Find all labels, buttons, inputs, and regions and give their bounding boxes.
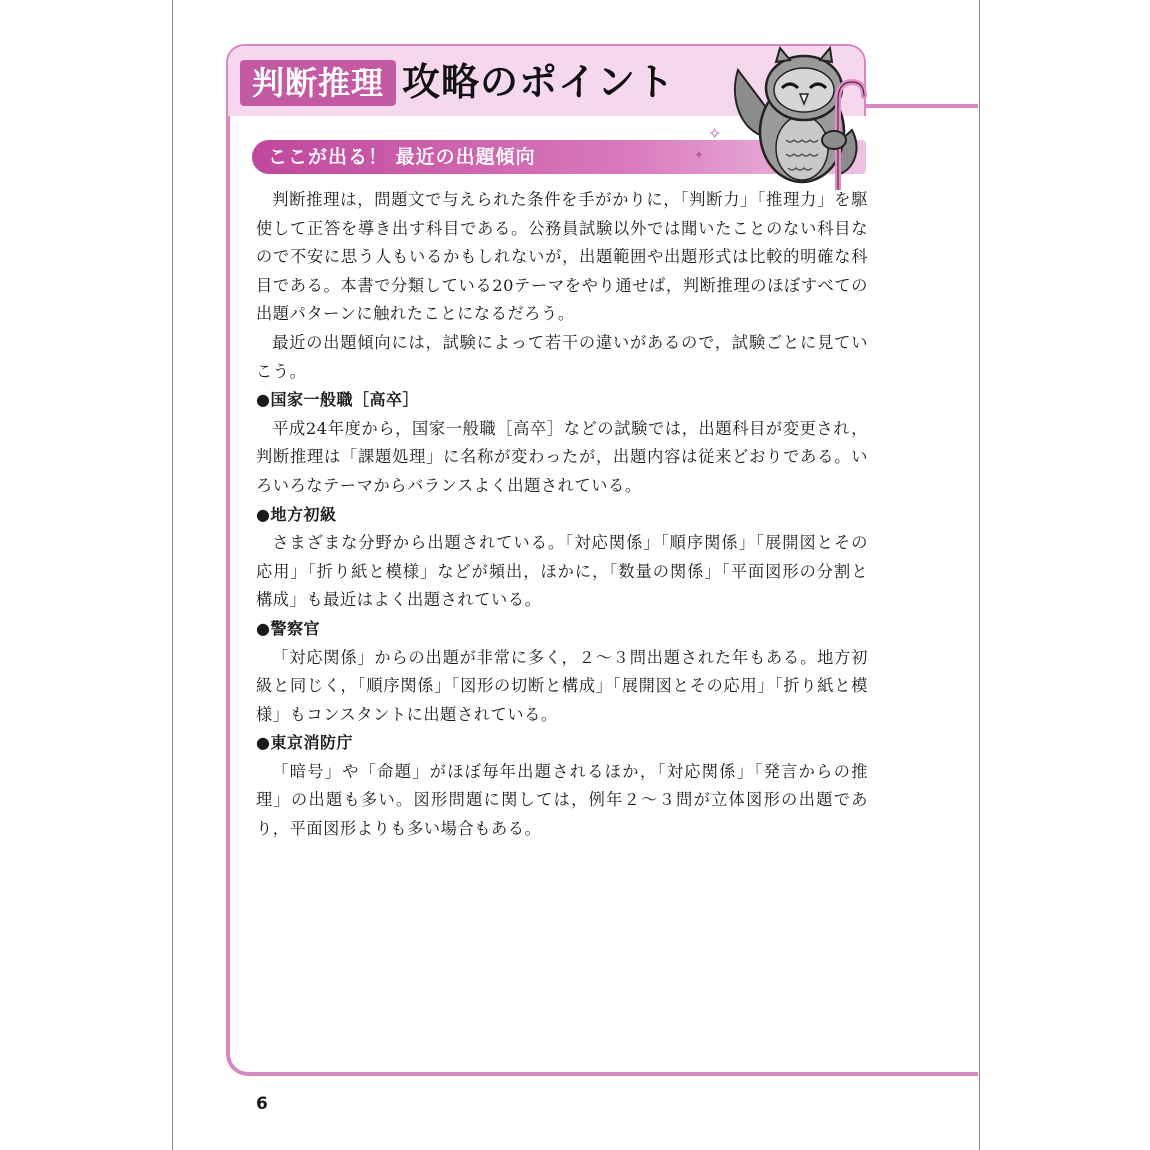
- owl-mascot-icon: [720, 40, 870, 190]
- exam-paragraph: 「暗号」や「命題」がほぼ毎年出題されるほか，「対応関係」「発言からの推理」の出題も多い。図形問題に関しては，例年２～３問が立体図形の出題であり，平面図形よりも多い場合もある。: [256, 761, 868, 839]
- sparkle-icon: ✧: [708, 124, 722, 143]
- exam-heading: ●東京消防庁: [256, 733, 353, 753]
- page-title: 攻略のポイント: [402, 60, 676, 104]
- exam-heading: ●警察官: [256, 618, 320, 638]
- intro-paragraph: 判断推理は，問題文で与えられた条件を手がかりに，「判断力」「推理力」を駆使して正答を導き出す科目である。公務員試験以外では聞いたことのない科目なので不安に思う人もいるかもしれないが，出題範囲や出題形式は比較的明確な科目である。本書で分類している20テーマをやり通せば，判断推理のほぼすべての出題パターンに触れたことになるだろう。: [256, 190, 868, 324]
- article-body: [256, 186, 868, 844]
- page-number: 6: [256, 1094, 268, 1114]
- frame-top-rule: [862, 104, 978, 108]
- exam-heading: ●国家一般職［高卒］: [256, 390, 419, 410]
- subject-badge: 判断推理: [240, 60, 396, 106]
- exam-heading: ●地方初級: [256, 504, 337, 524]
- exam-paragraph: 平成24年度から，国家一般職［高卒］などの試験では，出題科目が変更され，判断推理は「課題処理」に名称が変わったが，出題内容は従来どおりである。いろいろなテーマからバランスよく出題されている。: [256, 418, 868, 495]
- sparkle-icon: ✦: [694, 148, 705, 162]
- section-heading: ここが出る！ 最近の出題傾向: [268, 146, 536, 168]
- exam-paragraph: 「対応関係」からの出題が非常に多く，２～３問出題された年もある。地方初級と同じく，「順序関係」「図形の切断と構成」「展開図とその応用」「折り紙と模様」もコンスタントに出題されている。: [256, 647, 868, 724]
- exam-paragraph: さまざまな分野から出題されている。「対応関係」「順序関係」「展開図とその応用」「折り紙と模様」などが頻出，ほかに，「数量の関係」「平面図形の分割と構成」も最近はよく出題されている。: [256, 533, 868, 610]
- intro-paragraph: 最近の出題傾向には，試験によって若干の違いがあるので，試験ごとに見ていこう。: [256, 332, 868, 381]
